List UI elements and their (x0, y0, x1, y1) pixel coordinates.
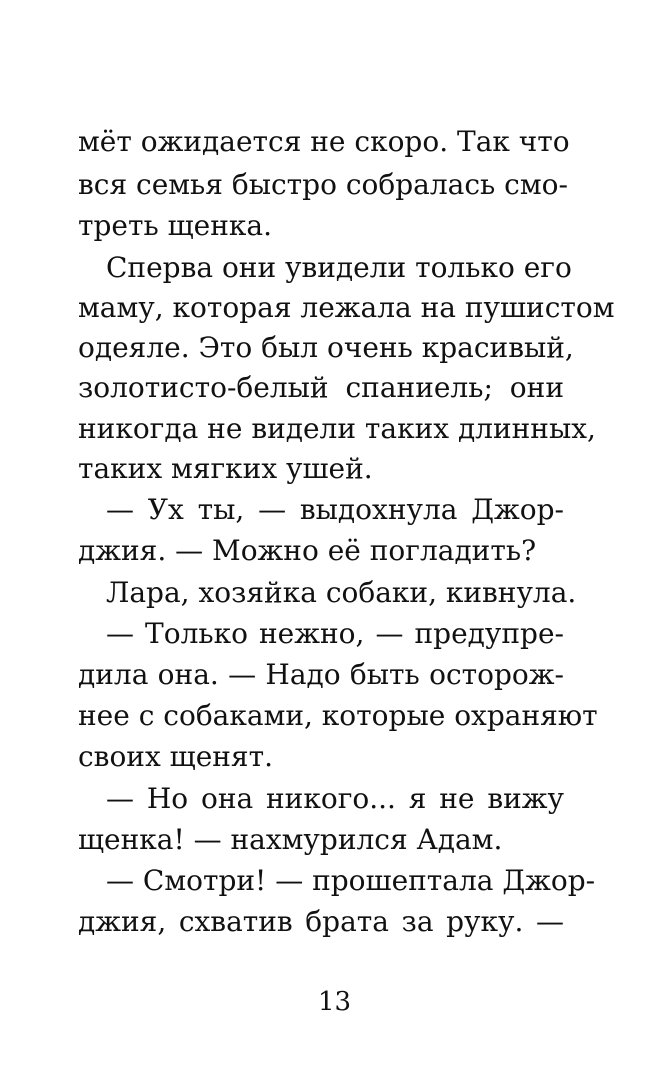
text-line: вся семья быстро собралась смо- (78, 168, 568, 201)
text-line: своих щенят. (78, 740, 273, 773)
text-line: нее с собаками, которые охраняют (78, 699, 598, 732)
text-line: джия, схватив брата за руку. — (78, 905, 564, 938)
text-line: мёт ожидается не скоро. Так что (78, 125, 570, 158)
text-line: щенка! — нахмурился Адам. (78, 823, 503, 856)
text-line: треть щенка. (78, 209, 272, 242)
text-line: — Только нежно, — предупре- (106, 617, 564, 650)
text-line: маму, которая лежала на пушистом (78, 291, 615, 324)
page-number: 13 (317, 987, 352, 1017)
text-line: никогда не видели таких длинных, (78, 412, 596, 445)
text-line: Лара, хозяйка собаки, кивнула. (106, 576, 577, 609)
text-line: дила она. — Надо быть осторож- (78, 658, 564, 691)
text-line: — Смотри! — прошептала Джор- (106, 864, 596, 897)
text-line: золотисто-белый спаниель; они (78, 371, 564, 404)
text-line: одеяле. Это был очень красивый, (78, 331, 574, 364)
text-line: джия. — Можно её погладить? (78, 534, 537, 567)
text-line: — Но она никого... я не вижу (106, 782, 564, 815)
text-line: — Ух ты, — выдохнула Джор- (106, 493, 564, 526)
text-line: Сперва они увидели только его (106, 251, 572, 284)
text-line: таких мягких ушей. (78, 452, 373, 485)
